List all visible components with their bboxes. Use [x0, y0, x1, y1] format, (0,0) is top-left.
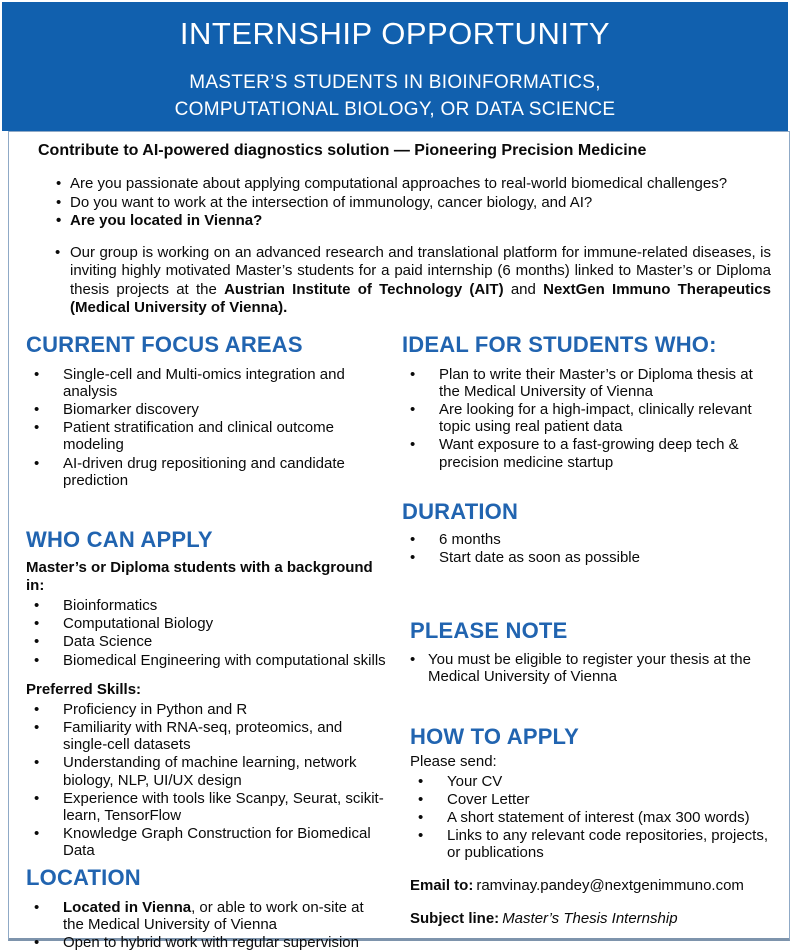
duration-list: [402, 531, 773, 566]
content-box: [8, 131, 790, 941]
list-item: • Experience with tools like Scanpy, Seurat, scikit-learn, TensorFlow: [26, 790, 388, 824]
list-item: • Links to any relevant code repositories, projects, or publications: [410, 827, 773, 861]
banner-subtitle-line2: COMPUTATIONAL BIOLOGY, OR DATA SCIENCE: [2, 96, 788, 123]
how-to-apply-section: [402, 724, 773, 928]
left-column: [26, 330, 388, 951]
list-item: • Start date as soon as possible: [402, 549, 773, 566]
list-item: • Familiarity with RNA-seq, proteomics, and single-cell datasets: [26, 719, 388, 753]
list-item: • Open to hybrid work with regular supervision: [26, 934, 388, 951]
banner-subtitle: [2, 69, 788, 123]
please-note-section: [402, 618, 773, 685]
subject-label: Subject line:: [410, 910, 499, 927]
section-heading-ideal-for-students: IDEAL FOR STUDENTS WHO:: [402, 332, 773, 358]
list-item: • Data Science: [26, 633, 388, 650]
email-label: Email to:: [410, 877, 473, 894]
banner-subtitle-line1: MASTER’S STUDENTS IN BIOINFORMATICS,: [2, 69, 788, 96]
two-column-layout: [26, 330, 773, 951]
please-note-list: [410, 651, 773, 685]
right-column: [402, 330, 773, 951]
intro-paragraph: [26, 244, 773, 318]
list-item: • Single-cell and Multi-omics integration and analysis: [26, 366, 388, 400]
list-item: • 6 months: [402, 531, 773, 548]
list-item: • Your CV: [410, 773, 773, 790]
subject-line: [410, 910, 773, 928]
preferred-skills-list: [26, 701, 388, 860]
who-subheading: Master’s or Diploma students with a background in:: [26, 559, 388, 595]
list-item: • Computational Biology: [26, 615, 388, 632]
list-item: • Knowledge Graph Construction for Biomedical Data: [26, 825, 388, 859]
list-item: • Are you passionate about applying computational approaches to real-world biomedical challenges?: [56, 175, 773, 194]
section-heading-who-can-apply: WHO CAN APPLY: [26, 527, 388, 553]
intro-bullet-list: [56, 175, 773, 231]
list-item: • Proficiency in Python and R: [26, 701, 388, 718]
list-item: • Patient stratification and clinical outcome modeling: [26, 419, 388, 453]
list-item: • Want exposure to a fast-growing deep tech & precision medicine startup: [402, 436, 773, 470]
who-background-list: [26, 597, 388, 669]
intro-headline: Contribute to AI-powered diagnostics solution — Pioneering Precision Medicine: [38, 142, 773, 160]
section-heading-duration: DURATION: [402, 499, 773, 525]
list-item: • Plan to write their Master’s or Diploma thesis at the Medical University of Vienna: [402, 366, 773, 400]
list-item: • You must be eligible to register your thesis at the Medical University of Vienna: [410, 651, 773, 685]
list-item: • Bioinformatics: [26, 597, 388, 614]
apply-materials-list: [410, 773, 773, 862]
list-item: • Are looking for a high-impact, clinically relevant topic using real patient data: [402, 401, 773, 435]
focus-areas-list: [26, 366, 388, 489]
banner-title: INTERNSHIP OPPORTUNITY: [2, 2, 788, 52]
flyer-page: [0, 2, 800, 951]
section-heading-how-to-apply: HOW TO APPLY: [410, 724, 773, 750]
paragraph-text: and: [504, 281, 544, 298]
list-item: • Are you located in Vienna?: [56, 212, 773, 231]
list-item: • Biomedical Engineering with computational skills: [26, 652, 388, 669]
list-item: • Understanding of machine learning, network biology, NLP, UI/UX design: [26, 754, 388, 788]
paragraph-bold-ait: Austrian Institute of Technology (AIT): [224, 281, 504, 298]
list-item: [26, 899, 388, 933]
email-line: [410, 877, 773, 895]
section-heading-current-focus-areas: CURRENT FOCUS AREAS: [26, 332, 388, 358]
banner: [2, 2, 788, 131]
list-item: • Biomarker discovery: [26, 401, 388, 418]
list-item: • Cover Letter: [410, 791, 773, 808]
location-bold-text: Located in Vienna: [63, 899, 191, 916]
section-heading-location: LOCATION: [26, 865, 388, 891]
preferred-skills-heading: Preferred Skills:: [26, 681, 388, 699]
paragraph-text: Our group is working on an advanced research and translational platform for immune-related diseases, is inviting highly motivated Master’s students for a paid internship (6 months) linked to Master’s or Diploma thesis projects at the: [70, 244, 771, 298]
list-item: • AI-driven drug repositioning and candidate prediction: [26, 455, 388, 489]
paragraph-bold-nextgen: NextGen Immuno Therapeutics (Medical University of Vienna).: [70, 281, 771, 317]
list-item: • A short statement of interest (max 300 words): [410, 809, 773, 826]
subject-value: Master’s Thesis Internship: [502, 910, 677, 927]
location-rest-text: , or able to work on-site at the Medical University of Vienna: [63, 899, 364, 933]
please-send-label: Please send:: [410, 753, 773, 771]
location-list: [26, 899, 388, 951]
ideal-students-list: [402, 366, 773, 471]
list-item: • Do you want to work at the intersection of immunology, cancer biology, and AI?: [56, 194, 773, 213]
section-heading-please-note: PLEASE NOTE: [410, 618, 773, 644]
email-address: ramvinay.pandey@nextgenimmuno.com: [476, 877, 744, 894]
